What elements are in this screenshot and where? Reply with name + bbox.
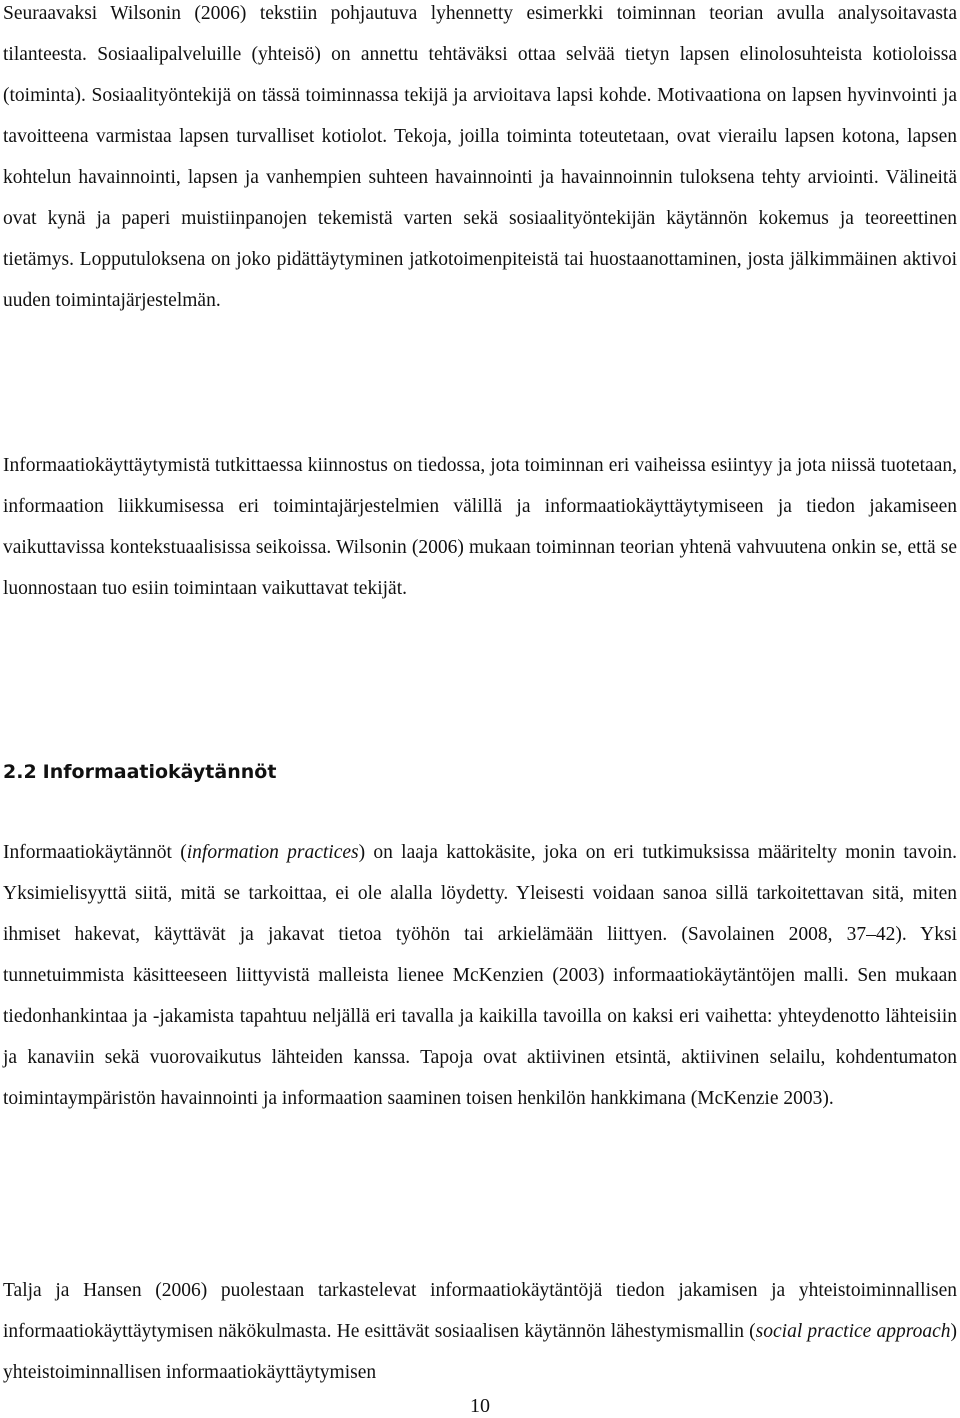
text-segment: Talja ja Hansen (2006) puolestaan tarkastelevat informaatiokäytäntöjä tiedon jakamisen ja yhteistoiminnallisen informaatiokäyttäytymisen näkökulmasta. He esittävät sosiaalisen käytännön lähestymismallin (: [3, 1280, 957, 1342]
text-segment: Informaatiokäyttäytymistä tutkittaessa kiinnostus on tiedossa, jota toiminnan eri vaiheissa esiintyy ja jota niissä tuotetaan, informaation liikkumisessa eri toimintajärjestelmien välillä ja informaatiokäyttäytymiseen ja tiedon jakamiseen vaikuttavissa kontekstuaalisissa seikoissa. Wilsonin (2006) mukaan toiminnan teorian yhtenä vahvuutena onkin se, että se luonnostaan tuo esiin toimintaan vaikuttavat tekijät.: [3, 455, 957, 599]
text-segment: ) on laaja kattokäsite, joka on eri tutkimuksissa määritelty monin tavoin. Yksimielisyyttä siitä, mitä se tarkoittaa, ei ole alalla löydetty. Yleisesti voidaan sanoa sillä tarkoitettavan sitä, miten ihmiset hakevat, käyttävät ja jakavat tietoa työhön tai arkielämään liittyen. (Savolainen 2008, 37–42). Yksi tunnetuimmista käsitteeseen liittyvistä malleista lienee McKenzien (2003) informaatiokäytäntöjen malli. Sen mukaan tiedonhankintaa ja -jakamista tapahtuu neljällä eri tavalla ja kaikilla tavoilla on kaksi eri vaihetta: yhteydenotto lähteisiin ja kanaviin sekä vuorovaikutus lähteiden kanssa. Tapoja ovat aktiivinen etsintä, aktiivinen selailu, kohdentumaton toimintaympäristön havainnointi ja informaation saaminen toisen henkilön hankkimana (McKenzie 2003).: [3, 842, 957, 1109]
text-segment: Seuraavaksi Wilsonin (2006) tekstiin pohjautuva lyhennetty esimerkki toiminnan teorian avulla analysoitavasta tilanteesta. Sosiaalipalveluille (yhteisö) on annettu tehtäväksi ottaa selvää tietyn lapsen elinolosuhteista kotioloissa (toiminta). Sosiaalityöntekijä on tässä toiminnassa tekijä ja arvioitava lapsi kohde. Motivaationa on lapsen hyvinvointi ja tavoitteena varmistaa lapsen turvalliset kotiolot. Tekoja, joilla toiminta toteutetaan, ovat vierailu lapsen kotona, lapsen kohtelun havainnointi, lapsen ja vanhempien suhteen havainnointi ja havainnoinnin tuloksena tehty arviointi. Välineitä ovat kynä ja paperi muistiinpanojen tekemistä varten sekä sosiaalityöntekijän käytännön kokemus ja teoreettinen tietämys. Lopputuloksena on joko pidättäytyminen jatkotoimenpiteistä tai huostaanottaminen, josta jälkimmäinen aktivoi uuden toimintajärjestelmän.: [3, 3, 957, 311]
section-heading: [3, 757, 276, 787]
paragraph-information-behaviour: [3, 445, 957, 609]
italic-term: information practices: [186, 842, 359, 863]
section-title: Informaatiokäytännöt: [42, 761, 277, 783]
paragraph-talja-hansen: [3, 1270, 957, 1393]
section-number: 2.2: [3, 761, 37, 783]
paragraph-wilson-example: [3, 0, 957, 321]
italic-term: social practice approach: [755, 1321, 951, 1342]
paragraph-information-practices: [3, 832, 957, 1119]
document-page: [3, 0, 957, 1417]
text-segment: Informaatiokäytännöt (: [3, 842, 187, 863]
page-number: 10: [470, 1395, 490, 1417]
text-segment: ) yhteistoiminnallisen informaatiokäyttäytymisen: [3, 1321, 957, 1383]
